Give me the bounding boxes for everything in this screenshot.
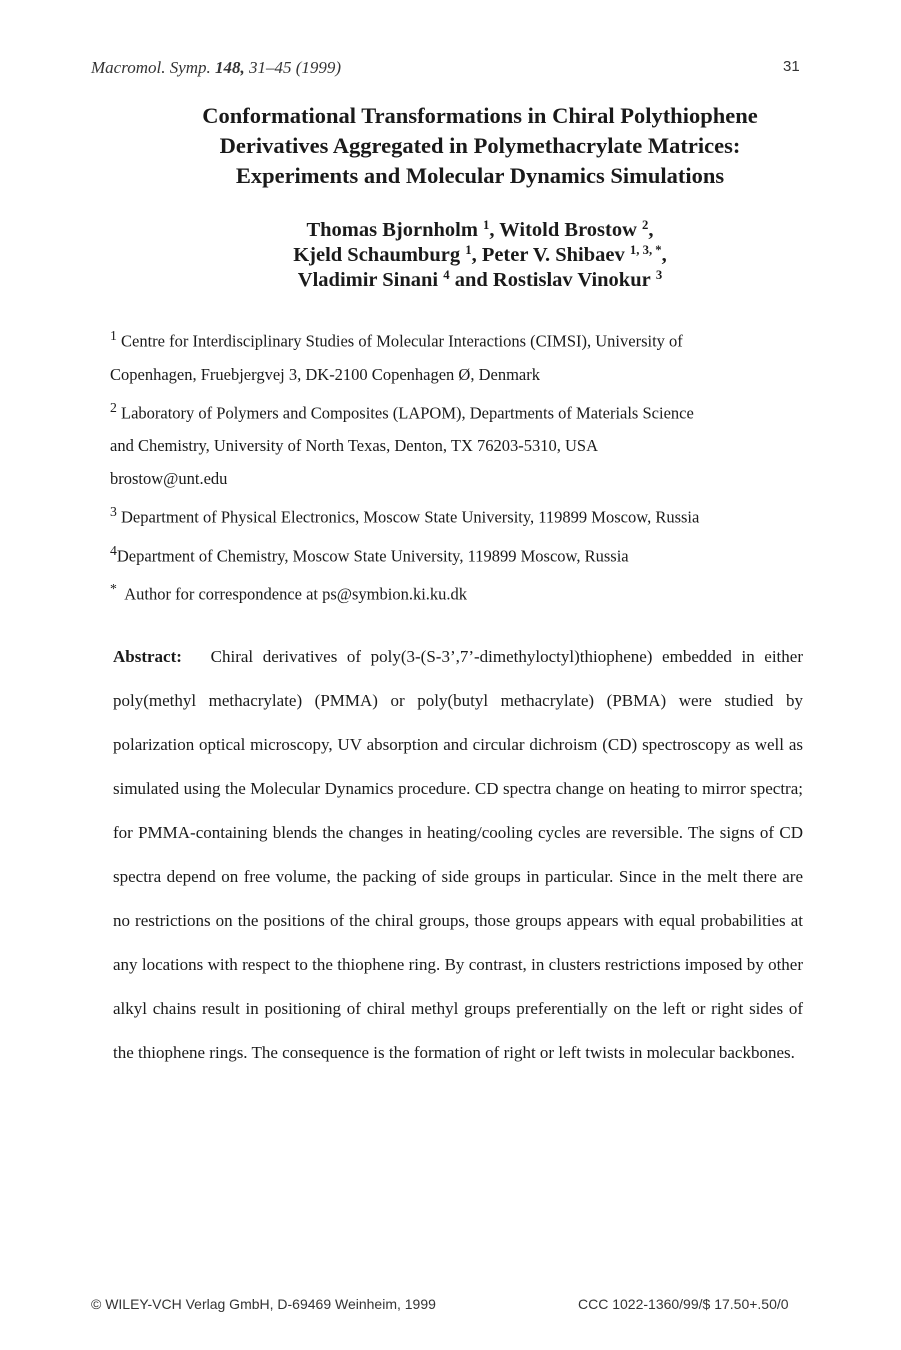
affiliation-mark: 4 [110,542,117,558]
author-name: Kjeld Schaumburg [293,244,461,266]
author-list [110,218,850,293]
journal-pages-year: 31–45 (1999) [249,58,342,77]
author-separator: , [661,244,667,266]
author-affiliation-mark: 2 [642,218,649,233]
affiliation-text: Department of Physical Electronics, Moscow State University, 119899 Moscow, Russia [121,507,700,527]
page-number: 31 [783,58,800,75]
affiliation-text: Laboratory of Polymers and Composites (LAPOM), Departments of Materials Science [121,403,694,422]
correspondence-text: Author for correspondence at ps@symbion.ki.ku.dk [124,584,468,604]
author-affiliation-mark: 4 [443,268,450,283]
abstract [113,635,803,1075]
journal-reference [91,58,341,78]
author-separator: , [471,244,482,266]
affiliation-mark: 2 [110,399,117,415]
journal-volume: 148, [215,58,245,77]
author-name: Peter V. Shibaev [481,244,625,266]
journal-name: Macromol. Symp. [91,58,211,77]
title-line-1: Conformational Transformations in Chiral Polythiophene [202,103,758,128]
author-affiliation-mark: 1, 3, * [629,243,662,258]
author-affiliation-mark: 3 [655,268,663,283]
abstract-text: Chiral derivatives of poly(3-(S-3’,7’-dimethyloctyl)thiophene) embedded in either poly(methyl methacrylate) (PMMA) or poly(butyl methacrylate) (PBMA) were studied by polarization optical microscopy, UV absorption and circular dichroism (CD) spectroscopy as well as simulated using the Molecular Dynamics procedure. CD spectra change on heating to mirror spectra; for PMMA-containing blends the changes in heating/cooling cycles are reversible. The signs of CD spectra depend on free volume, the packing of side groups in particular. Since in the melt there are no restrictions on the positions of the chiral groups, those groups appears with equal probabilities at any locations with respect to the thiophene ring. By contrast, in clusters restrictions imposed by other alkyl chains result in positioning of chiral methyl groups preferentially on the left or right sides of the thiophene rings. The consequence is the formation of right or left twists in molecular backbones. [113,647,803,1062]
author-name: Thomas Bjornholm [306,219,478,241]
affiliation-mark: 1 [110,328,117,343]
author-name: Rostislav Vinokur [492,269,651,291]
affiliation-1-line-2: Copenhagen, Fruebjergvej 3, DK-2100 Copenhagen Ø, Denmark [110,364,540,384]
abstract-label: Abstract: [113,647,182,666]
affiliation-1-line-1 [110,319,830,358]
author-affiliation-mark: 1 [465,243,472,258]
author-affiliation-mark: 1 [483,218,490,233]
copyright-footer: © WILEY-VCH Verlag GmbH, D-69469 Weinheim, 1999 [91,1296,436,1312]
author-email: brostow@unt.edu [110,469,228,488]
paper-title [100,101,860,191]
affiliation-2-line-2: and Chemistry, University of North Texas, Denton, TX 76203-5310, USA [110,436,598,455]
author-name: Vladimir Sinani [297,269,439,291]
affiliation-4 [110,534,830,573]
author-separator: and [449,269,493,291]
title-line-3: Experiments and Molecular Dynamics Simulations [235,163,725,188]
affiliation-3 [110,495,830,534]
author-separator: , [648,219,654,241]
author-separator: , [489,219,500,241]
affiliation-mark: 3 [110,504,117,519]
correspondence-mark: * [110,581,117,596]
correspondence-note [110,572,830,611]
affiliation-text: Centre for Interdisciplinary Studies of Molecular Interactions (CIMSI), University of [121,331,683,351]
author-name: Witold Brostow [499,219,637,241]
affiliations [110,319,830,611]
title-line-2: Derivatives Aggregated in Polymethacrylate Matrices: [219,133,741,158]
ccc-code-footer: CCC 1022-1360/99/$ 17.50+.50/0 [578,1296,789,1312]
affiliation-text: Department of Chemistry, Moscow State University, 119899 Moscow, Russia [116,546,629,565]
affiliation-2-line-1 [110,391,830,430]
